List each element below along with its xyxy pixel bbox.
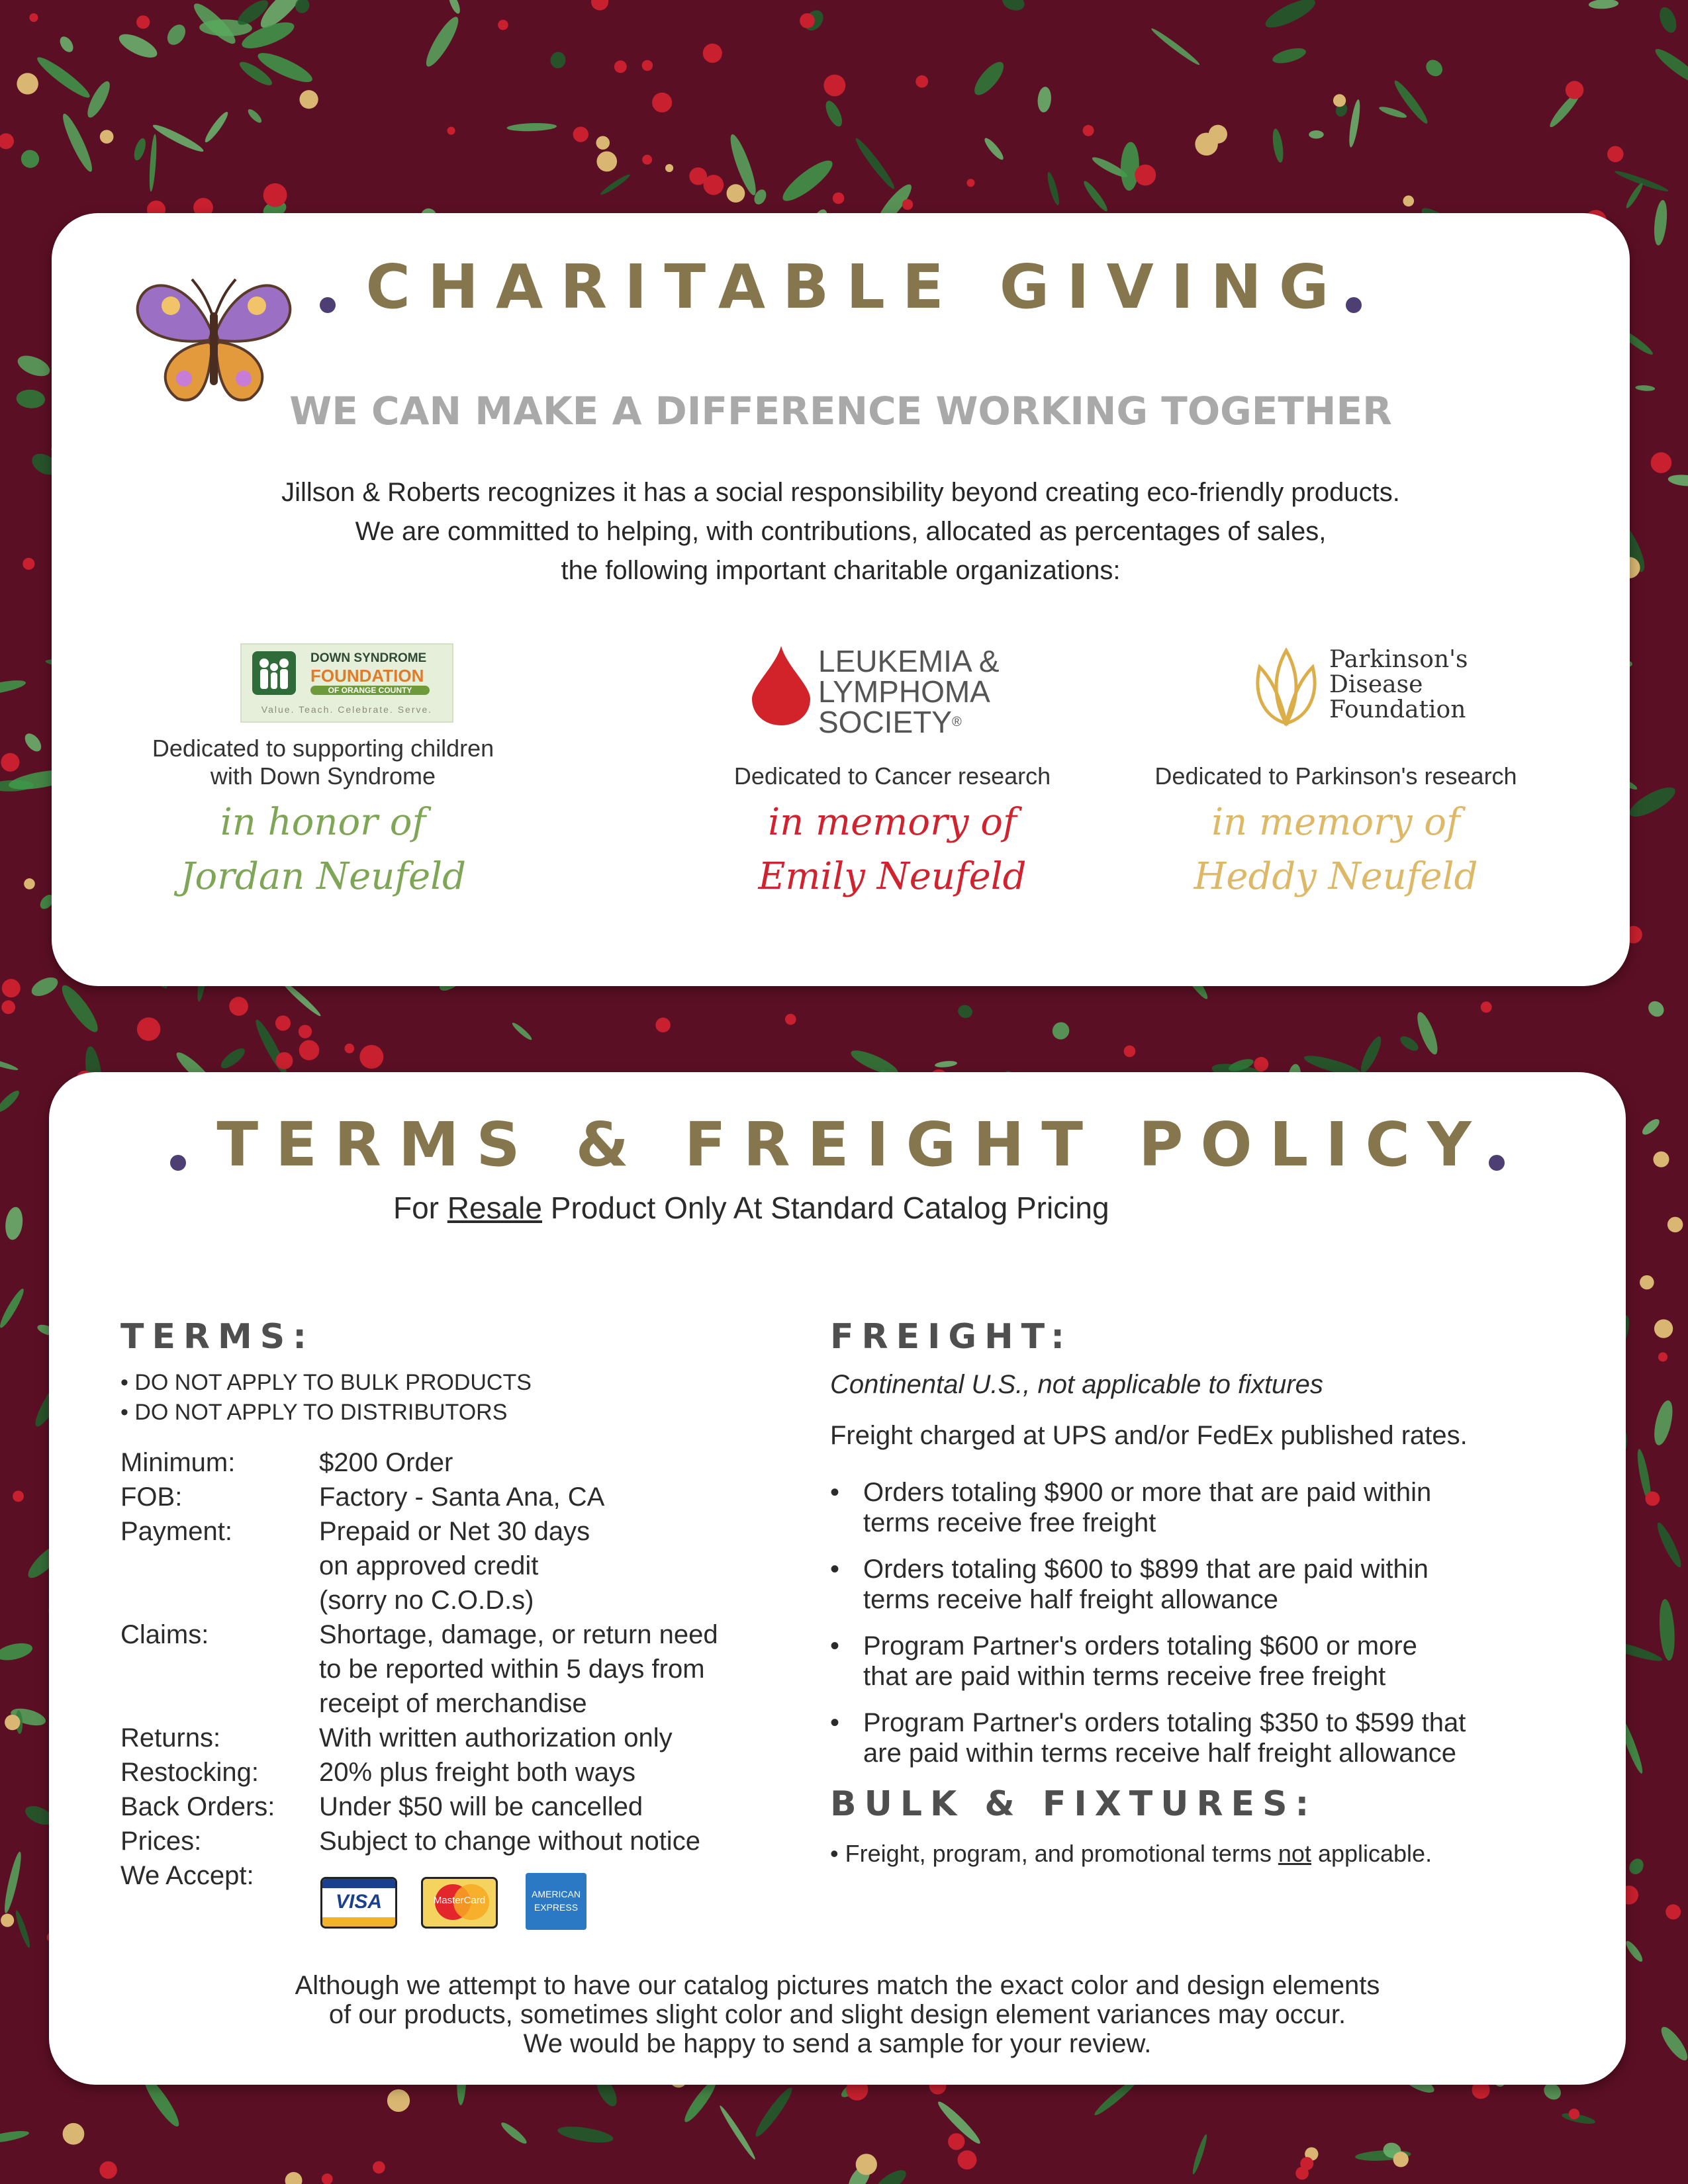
terms-row <box>120 1824 718 1858</box>
honoree-name: Emily Neufeld <box>758 855 1027 898</box>
title-dot-left <box>170 1155 186 1171</box>
terms-value-line: 20% plus freight both ways <box>319 1758 636 1787</box>
disclaimer-line: Although we attempt to have our catalog pictures match the exact color and design elements <box>295 1971 1380 2000</box>
title-dot-right <box>1489 1155 1505 1171</box>
freight-rates: Freight charged at UPS and/or FedEx published rates. <box>830 1421 1468 1450</box>
catalog-disclaimer <box>49 1971 1626 2058</box>
terms-freight-panel <box>49 1072 1626 2085</box>
terms-value-line: $200 Order <box>319 1448 453 1477</box>
freight-item <box>830 1554 1585 1615</box>
freight-item <box>830 1707 1585 1768</box>
freight-item-line: terms receive half freight allowance <box>863 1585 1278 1614</box>
leukemia-logo-text[interactable] <box>818 646 1000 737</box>
terms-value <box>319 1721 718 1755</box>
dedication-line: with Down Syndrome <box>210 762 436 790</box>
down-syndrome-logo[interactable] <box>240 643 453 723</box>
terms-row <box>120 1755 718 1790</box>
registered-mark: ® <box>951 715 962 729</box>
dedication-line: Dedicated to supporting children <box>152 735 494 762</box>
disclaimer-line: of our products, sometimes slight color and slight design element variances may occur. <box>328 2000 1346 2029</box>
org-dedication <box>118 735 528 790</box>
title-dot-right <box>1346 297 1362 313</box>
logo-line: LEUKEMIA & <box>818 644 1000 678</box>
logo-line: Foundation <box>1329 696 1466 723</box>
amex-card-icon <box>526 1873 586 1930</box>
freight-item-line: • Program Partner's orders totaling $600 or more <box>863 1631 1417 1661</box>
terms-value-line: Factory - Santa Ana, CA <box>319 1482 605 1512</box>
disclaimer-line: We would be happy to send a sample for your review. <box>523 2029 1152 2058</box>
tulip-icon <box>1250 647 1323 727</box>
logo-line: Parkinson's <box>1329 646 1468 673</box>
terms-value-line: Under $50 will be cancelled <box>319 1792 643 1821</box>
terms-value-line: Shortage, damage, or return need <box>319 1620 718 1649</box>
charitable-giving-panel <box>52 213 1630 986</box>
terms-value-line: (sorry no C.O.D.s) <box>319 1586 534 1615</box>
bulk-title: BULK & FIXTURES: <box>830 1784 1317 1824</box>
terms-row <box>120 1858 718 1893</box>
org-leukemia-lymphoma <box>641 637 1051 968</box>
charitable-giving-title-row <box>52 251 1630 338</box>
intro-line: Jillson & Roberts recognizes it has a social responsibility beyond creating eco-friendly products. <box>281 478 1400 507</box>
freight-item-line: are paid within terms receive half freight allowance <box>863 1739 1456 1768</box>
freight-item <box>830 1631 1585 1692</box>
terms-row <box>120 1514 718 1617</box>
terms-value-line: receipt of merchandise <box>319 1689 587 1718</box>
terms-label: Back Orders: <box>120 1792 275 1821</box>
mastercard-label: MasterCard <box>433 1895 486 1906</box>
org-parkinsons <box>1098 637 1574 968</box>
amex-label: AMERICAN <box>532 1889 581 1899</box>
terms-value <box>319 1824 718 1858</box>
bulk-note: • Freight, program, and promotional terms not applicable. <box>830 1840 1432 1867</box>
blood-drop-icon <box>752 646 810 725</box>
terms-value-line: With written authorization only <box>319 1723 673 1752</box>
terms-label: Claims: <box>120 1620 209 1649</box>
freight-item <box>830 1477 1585 1538</box>
logo-line: SOCIETY® <box>818 705 962 739</box>
freight-column <box>830 1317 1585 1868</box>
freight-item-line: • Orders totaling $600 to $899 that are paid within <box>863 1555 1429 1584</box>
terms-row <box>120 1721 718 1755</box>
policy-subtitle: For Resale Product Only At Standard Catalog Pricing <box>393 1191 1109 1225</box>
terms-row <box>120 1617 718 1721</box>
parkinsons-logo-text[interactable] <box>1329 647 1468 723</box>
tribute-text: in memory of <box>768 801 1017 844</box>
policy-title-row <box>49 1109 1626 1196</box>
logo-line: DOWN SYNDROME <box>310 651 427 665</box>
terms-row <box>120 1445 718 1480</box>
terms-label: Minimum: <box>120 1448 236 1477</box>
terms-title: TERMS: <box>120 1317 315 1357</box>
family-icon <box>252 651 296 695</box>
terms-label: Payment: <box>120 1517 232 1546</box>
mastercard-icon <box>421 1877 498 1929</box>
terms-label: Prices: <box>120 1827 202 1856</box>
freight-item-line: • Program Partner's orders totaling $350 to $599 that <box>863 1708 1466 1737</box>
amex-label: EXPRESS <box>534 1902 579 1913</box>
intro-line: We are committed to helping, with contributions, allocated as percentages of sales, <box>355 517 1327 546</box>
terms-value <box>319 1617 718 1721</box>
intro-line: the following important charitable organizations: <box>561 556 1121 585</box>
logo-line: Disease <box>1329 671 1423 698</box>
freight-item-line: terms receive free freight <box>863 1508 1156 1537</box>
visa-card-icon <box>320 1877 397 1929</box>
terms-label: We Accept: <box>120 1861 254 1890</box>
charity-subtitle: WE CAN MAKE A DIFFERENCE WORKING TOGETHER <box>289 388 1392 433</box>
freight-list <box>830 1477 1585 1768</box>
logo-tagline: Value. Teach. Celebrate. Serve. <box>261 704 433 715</box>
terms-value-line: on approved credit <box>319 1551 539 1580</box>
terms-value-line: to be reported within 5 days from <box>319 1655 705 1684</box>
charitable-giving-title: CHARITABLE GIVING <box>365 251 1346 322</box>
org-dedication: Dedicated to Cancer research <box>733 762 1051 790</box>
freight-item-line: that are paid within terms receive free freight <box>863 1662 1386 1691</box>
terms-note: • DO NOT APPLY TO DISTRIBUTORS <box>120 1400 508 1425</box>
honoree-name: Jordan Neufeld <box>180 855 466 898</box>
policy-title: TERMS & FREIGHT POLICY <box>216 1109 1489 1180</box>
logo-line: FOUNDATION <box>310 666 424 686</box>
terms-value-line: Prepaid or Net 30 days <box>319 1517 590 1546</box>
tribute-text: in honor of <box>220 801 426 844</box>
visa-label: VISA <box>335 1891 383 1913</box>
terms-value <box>319 1790 718 1824</box>
logo-line: LYMPHOMA <box>818 674 990 709</box>
title-dot-left <box>320 297 336 313</box>
terms-label: FOB: <box>120 1482 183 1512</box>
tribute-text: in memory of <box>1211 801 1460 844</box>
terms-table <box>120 1445 718 1893</box>
terms-value <box>319 1514 718 1617</box>
terms-row <box>120 1790 718 1824</box>
freight-item-line: • Orders totaling $900 or more that are paid within <box>863 1478 1432 1507</box>
org-dedication: Dedicated to Parkinson's research <box>1154 762 1517 790</box>
terms-label: Restocking: <box>120 1758 259 1787</box>
terms-column <box>120 1317 849 1893</box>
resale-underlined: Resale <box>447 1191 542 1225</box>
terms-row <box>120 1480 718 1514</box>
freight-scope: Continental U.S., not applicable to fixtures <box>830 1370 1323 1399</box>
terms-value <box>319 1445 718 1480</box>
terms-note: • DO NOT APPLY TO BULK PRODUCTS <box>120 1370 532 1395</box>
terms-value <box>319 1755 718 1790</box>
honoree-name: Heddy Neufeld <box>1194 855 1478 898</box>
terms-value-line: Subject to change without notice <box>319 1827 700 1856</box>
logo-line: OF ORANGE COUNTY <box>310 686 430 695</box>
terms-label: Returns: <box>120 1723 221 1752</box>
freight-title: FREIGHT: <box>830 1317 1073 1357</box>
terms-value <box>319 1480 718 1514</box>
not-underlined: not <box>1278 1840 1311 1867</box>
org-down-syndrome <box>118 643 528 974</box>
charity-intro <box>52 473 1630 590</box>
